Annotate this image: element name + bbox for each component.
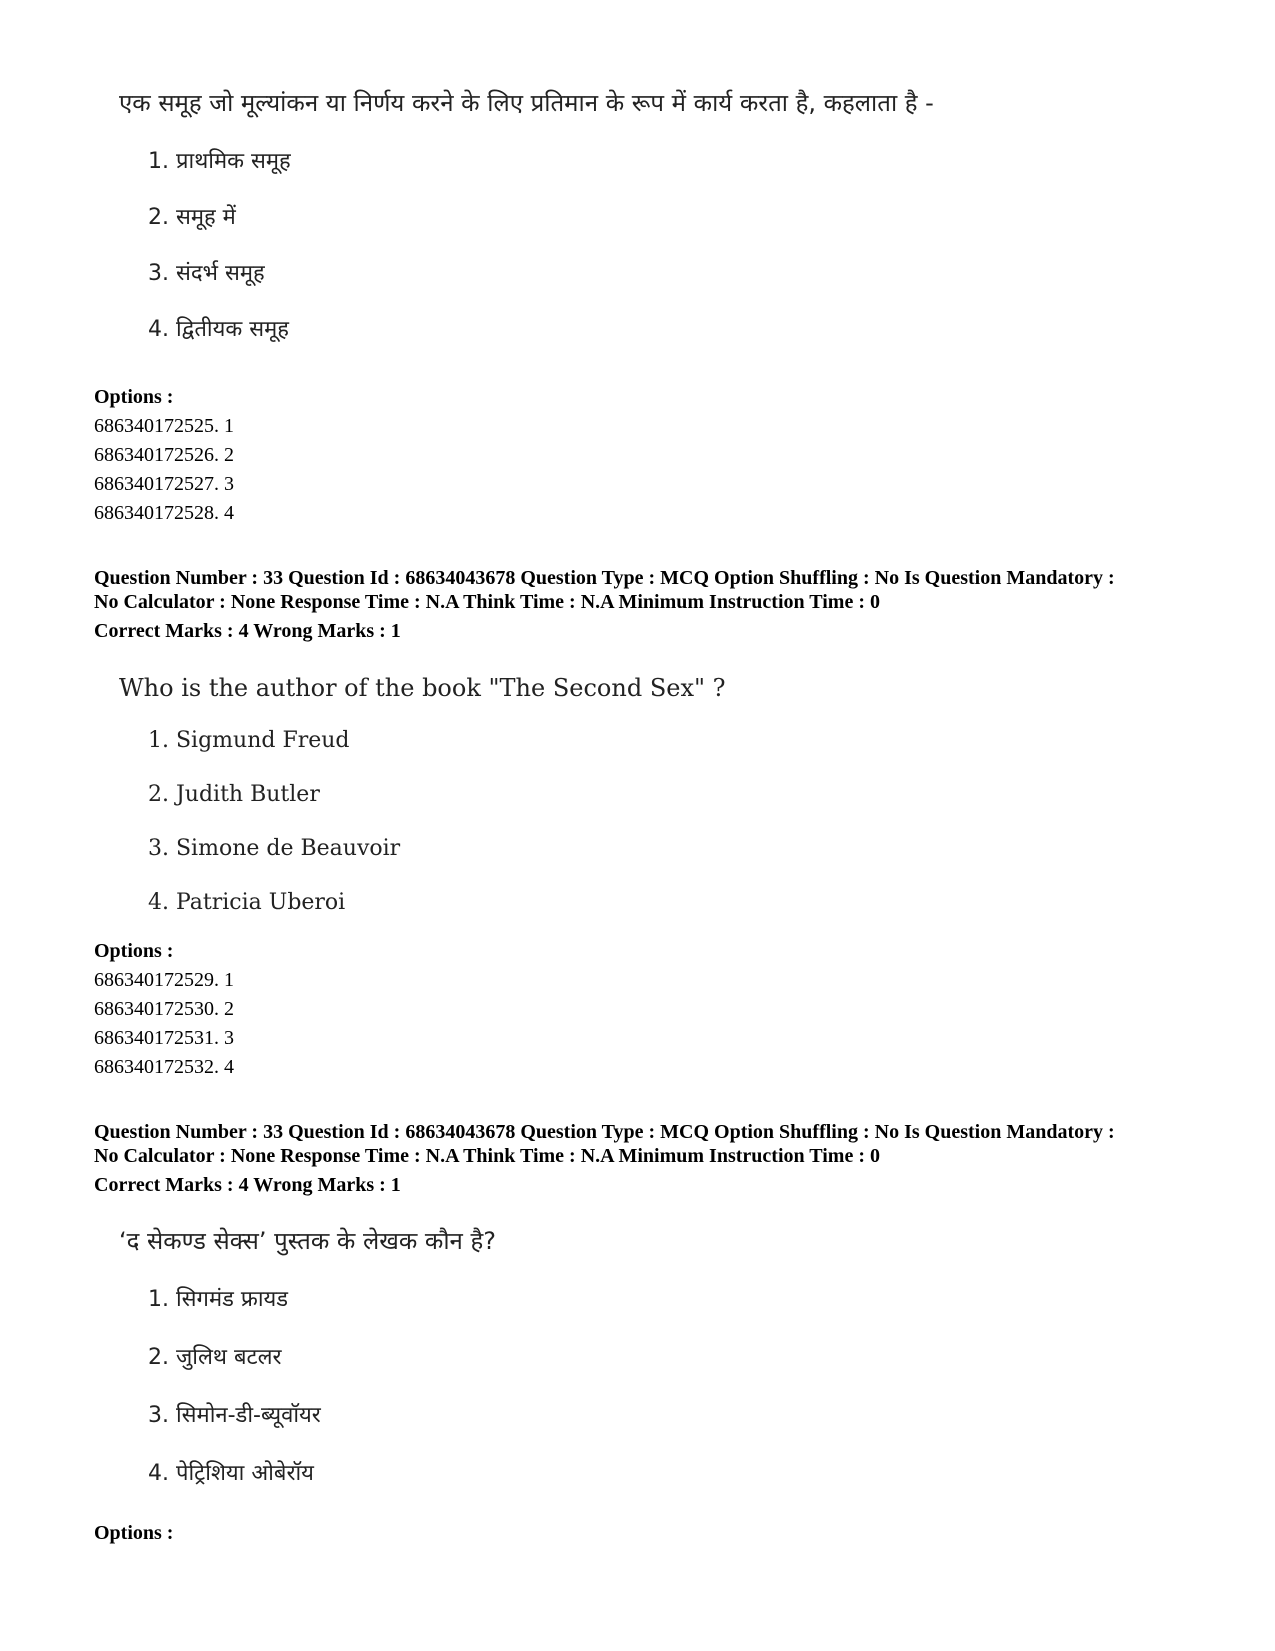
option-id: 686340172527. 3 (94, 473, 234, 495)
options-label: Options : (94, 940, 174, 962)
question-meta: No Calculator : None Response Time : N.A Think Time : N.A Minimum Instruction Time : 0 (94, 1145, 880, 1167)
question-meta: Question Number : 33 Question Id : 68634043678 Question Type : MCQ Option Shuffling : No Is Question Mandatory : (94, 567, 1115, 589)
options-label: Options : (94, 1522, 174, 1544)
option-id: 686340172531. 3 (94, 1027, 234, 1049)
choice-3: 3. संदर्भ समूह (148, 261, 265, 286)
option-id: 686340172530. 2 (94, 998, 234, 1020)
marks-line: Correct Marks : 4 Wrong Marks : 1 (94, 620, 401, 642)
choice-4: 4. Patricia Uberoi (148, 890, 346, 915)
choice-1: 1. Sigmund Freud (148, 728, 350, 753)
choice-2: 2. समूह में (148, 205, 236, 230)
choice-4: 4. द्वितीयक समूह (148, 317, 289, 342)
question-meta: Question Number : 33 Question Id : 68634043678 Question Type : MCQ Option Shuffling : No Is Question Mandatory : (94, 1121, 1115, 1143)
option-id: 686340172528. 4 (94, 502, 234, 524)
option-id: 686340172529. 1 (94, 969, 234, 991)
question-meta: No Calculator : None Response Time : N.A Think Time : N.A Minimum Instruction Time : 0 (94, 591, 880, 613)
option-id: 686340172526. 2 (94, 444, 234, 466)
question-text: ‘द सेकण्ड सेक्स’ पुस्तक के लेखक कौन है? (119, 1227, 496, 1255)
marks-line: Correct Marks : 4 Wrong Marks : 1 (94, 1174, 401, 1196)
question-text: Who is the author of the book "The Second Sex" ? (119, 674, 726, 702)
choice-1: 1. प्राथमिक समूह (148, 149, 291, 174)
choice-1: 1. सिगमंड फ्रायड (148, 1287, 289, 1312)
choice-2: 2. Judith Butler (148, 782, 320, 807)
option-id: 686340172532. 4 (94, 1056, 234, 1078)
choice-3: 3. सिमोन-डी-ब्यूवॉयर (148, 1403, 321, 1428)
choice-4: 4. पेट्रिशिया ओबेरॉय (148, 1461, 314, 1486)
option-id: 686340172525. 1 (94, 415, 234, 437)
choice-3: 3. Simone de Beauvoir (148, 836, 401, 861)
options-label: Options : (94, 386, 174, 408)
question-text: एक समूह जो मूल्यांकन या निर्णय करने के लिए प्रतिमान के रूप में कार्य करता है, कहलाता है - (119, 89, 934, 117)
choice-2: 2. जुलिथ बटलर (148, 1345, 282, 1370)
